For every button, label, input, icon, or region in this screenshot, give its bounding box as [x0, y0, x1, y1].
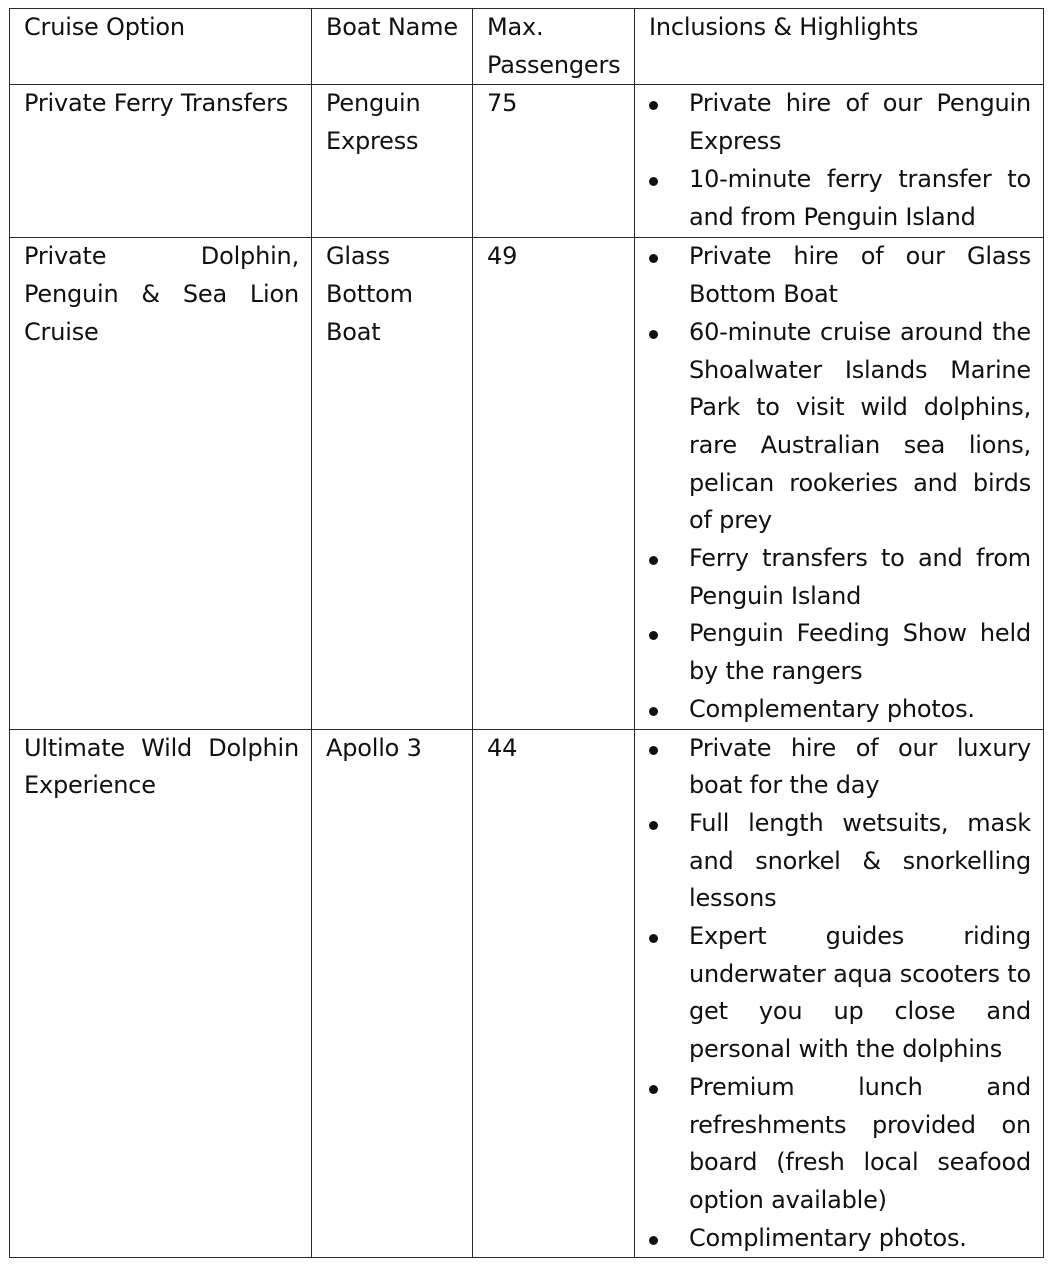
- inclusions-cell: [635, 729, 1044, 1258]
- table-row: [10, 729, 1044, 1258]
- boat-name-cell: Penguin Express: [312, 85, 473, 238]
- header-inclusions: Inclusions & Highlights: [635, 9, 1044, 85]
- cruise-options-table: [9, 8, 1044, 1258]
- cruise-option-cell: Ultimate Wild Dolphin Experience: [10, 729, 312, 1258]
- bullet-icon: [649, 556, 658, 565]
- bullet-icon: [649, 101, 658, 110]
- header-boat-name: Boat Name: [312, 9, 473, 85]
- bullet-icon: [649, 1085, 658, 1094]
- list-item: Ferry transfers to and from Penguin Island: [649, 540, 1031, 615]
- max-passengers-cell: 75: [473, 85, 635, 238]
- boat-name-cell: Glass Bottom Boat: [312, 238, 473, 729]
- list-item: 10-minute ferry transfer to and from Penguin Island: [649, 161, 1031, 236]
- list-item: Private hire of our Penguin Express: [649, 85, 1031, 160]
- bullet-icon: [649, 746, 658, 755]
- bullet-icon: [649, 330, 658, 339]
- list-item: 60-minute cruise around the Shoalwater Islands Marine Park to visit wild dolphins, rare Australian sea lions, pelican rookeries and birds of prey: [649, 314, 1031, 540]
- bullet-icon: [649, 177, 658, 186]
- list-item: Premium lunch and refreshments provided on board (fresh local seafood option available): [649, 1069, 1031, 1220]
- bullet-icon: [649, 1236, 658, 1245]
- bullet-icon: [649, 707, 658, 716]
- bullet-icon: [649, 821, 658, 830]
- list-item: Expert guides riding underwater aqua scooters to get you up close and personal with the dolphins: [649, 918, 1031, 1069]
- boat-name-cell: Apollo 3: [312, 729, 473, 1258]
- inclusions-cell: [635, 85, 1044, 238]
- bullet-icon: [649, 254, 658, 263]
- list-item: Private hire of our Glass Bottom Boat: [649, 238, 1031, 313]
- inclusions-list: [649, 730, 1031, 1258]
- table-row: [10, 238, 1044, 729]
- cruise-option-cell: Private Dolphin, Penguin & Sea Lion Cruise: [10, 238, 312, 729]
- list-item: Private hire of our luxury boat for the day: [649, 730, 1031, 805]
- bullet-icon: [649, 631, 658, 640]
- header-cruise-option: Cruise Option: [10, 9, 312, 85]
- list-item: Complementary photos.: [649, 691, 1031, 729]
- table-header-row: [10, 9, 1044, 85]
- list-item: Full length wetsuits, mask and snorkel & snorkelling lessons: [649, 805, 1031, 918]
- list-item: Complimentary photos.: [649, 1220, 1031, 1258]
- inclusions-cell: [635, 238, 1044, 729]
- header-max-passengers: Max. Passengers: [473, 9, 635, 85]
- max-passengers-cell: 49: [473, 238, 635, 729]
- inclusions-list: [649, 238, 1031, 728]
- inclusions-list: [649, 85, 1031, 236]
- max-passengers-cell: 44: [473, 729, 635, 1258]
- list-item: Penguin Feeding Show held by the rangers: [649, 615, 1031, 690]
- cruise-option-cell: Private Ferry Transfers: [10, 85, 312, 238]
- table-row: [10, 85, 1044, 238]
- bullet-icon: [649, 934, 658, 943]
